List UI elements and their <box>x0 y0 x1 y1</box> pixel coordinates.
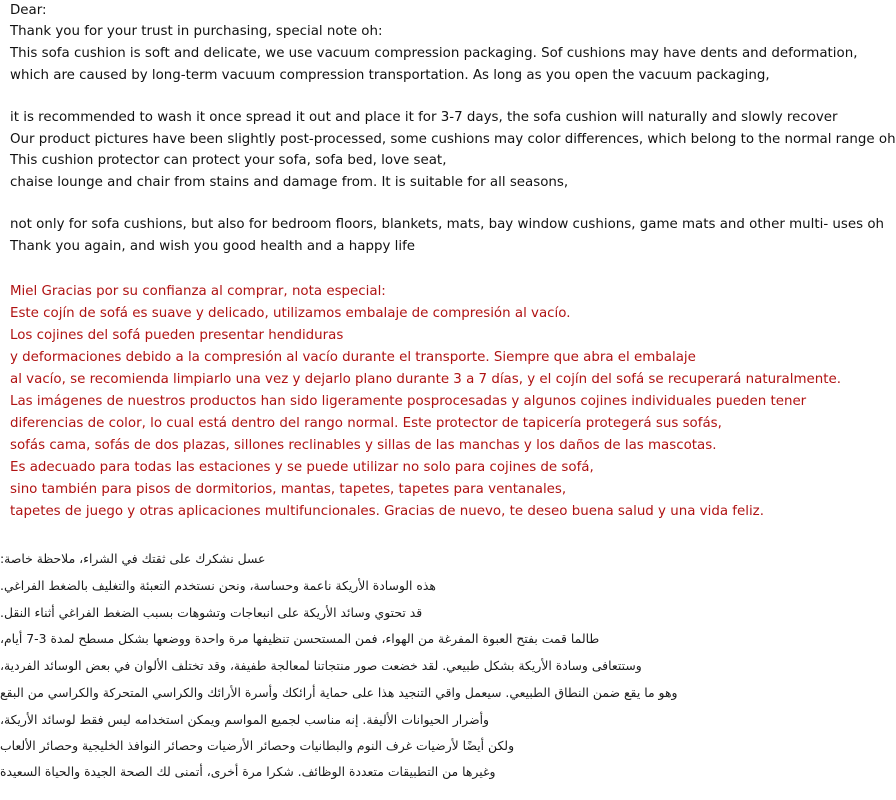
spanish-line: sofás cama, sofás de dos plazas, sillones reclinables y sillas de las manchas y los daños de las mascotas. <box>10 438 717 453</box>
arabic-line: وهو ما يقع ضمن النطاق الطبيعي. سيعمل واقي التنجيد هذا على حماية أرائكك وأسرة الأرائك والكراسي المتحركة والكراسي من البقع <box>0 685 678 700</box>
spanish-line: sino también para pisos de dormitorios, mantas, tapetes, tapetes para ventanales, <box>10 482 567 497</box>
spanish-line: y deformaciones debido a la compresión al vacío durante el transporte. Siempre que abra el embalaje <box>10 350 696 365</box>
spanish-line: Los cojines del sofá pueden presentar hendiduras <box>10 328 344 343</box>
english-line: Dear: <box>10 3 47 18</box>
arabic-line: ولكن أيضًا لأرضيات غرف النوم والبطانيات وحصائر الأرضيات وحصائر النوافذ الخليجية وحصائر الألعاب <box>0 738 515 753</box>
english-line: This cushion protector can protect your sofa, sofa bed, love seat, <box>10 153 447 168</box>
arabic-line: عسل نشكرك على ثقتك في الشراء، ملاحظة خاصة: <box>0 551 266 566</box>
spanish-line: diferencias de color, lo cual está dentro del rango normal. Este protector de tapicería protegerá sus sofás, <box>10 416 722 431</box>
arabic-line: وستتعافى وسادة الأريكة بشكل طبيعي. لقد خضعت صور منتجاتنا لمعالجة طفيفة، وقد تختلف الألوان في بعض الوسائد الفردية، <box>0 658 642 673</box>
arabic-line: هذه الوسادة الأريكة ناعمة وحساسة، ونحن نستخدم التعبئة والتغليف بالضغط الفراغي. <box>0 578 436 593</box>
english-line: This sofa cushion is soft and delicate, we use vacuum compression packaging. Sof cushions may have dents and deformation, <box>10 46 858 61</box>
english-line: which are caused by long-term vacuum compression transportation. As long as you open the vacuum packaging, <box>10 68 770 83</box>
arabic-line: وأضرار الحيوانات الأليفة. إنه مناسب لجميع المواسم ويمكن استخدامه ليس فقط لوسائد الأريكة، <box>0 712 490 727</box>
spanish-line: Miel Gracias por su confianza al comprar, nota especial: <box>10 284 386 299</box>
english-line: Thank you again, and wish you good health and a happy life <box>10 239 416 254</box>
english-line: not only for sofa cushions, but also for bedroom floors, blankets, mats, bay window cushions, game mats and other multi- uses oh <box>10 217 885 232</box>
arabic-line: قد تحتوي وسائد الأريكة على انبعاجات وتشوهات بسبب الضغط الفراغي أثناء النقل. <box>0 605 423 620</box>
arabic-line: وغيرها من التطبيقات متعددة الوظائف. شكرا مرة أخرى، أتمنى لك الصحة الجيدة والحياة السعيدة <box>0 764 496 779</box>
spanish-line: al vacío, se recomienda limpiarlo una vez y dejarlo plano durante 3 a 7 días, y el cojín del sofá se recuperará naturalmente. <box>10 372 841 387</box>
english-line: Thank you for your trust in purchasing, special note oh: <box>10 24 383 39</box>
english-line: Our product pictures have been slightly post-processed, some cushions may color differences, which belong to the normal range oh <box>10 132 896 147</box>
spanish-line: Este cojín de sofá es suave y delicado, utilizamos embalaje de compresión al vacío. <box>10 306 571 321</box>
spanish-line: Las imágenes de nuestros productos han sido ligeramente posprocesadas y algunos cojines individuales pueden tener <box>10 394 807 409</box>
arabic-line: طالما قمت بفتح العبوة المفرغة من الهواء، فمن المستحسن تنظيفها مرة واحدة ووضعها بشكل مسطح لمدة 3-7 أيام، <box>0 631 600 646</box>
spanish-line: tapetes de juego y otras aplicaciones multifuncionales. Gracias de nuevo, te deseo buena salud y una vida feliz. <box>10 504 764 519</box>
english-line: chaise lounge and chair from stains and damage from. It is suitable for all seasons, <box>10 175 569 190</box>
spanish-line: Es adecuado para todas las estaciones y se puede utilizar no solo para cojines de sofá, <box>10 460 594 475</box>
english-line: it is recommended to wash it once spread it out and place it for 3-7 days, the sofa cushion will naturally and slowly recover <box>10 110 838 125</box>
